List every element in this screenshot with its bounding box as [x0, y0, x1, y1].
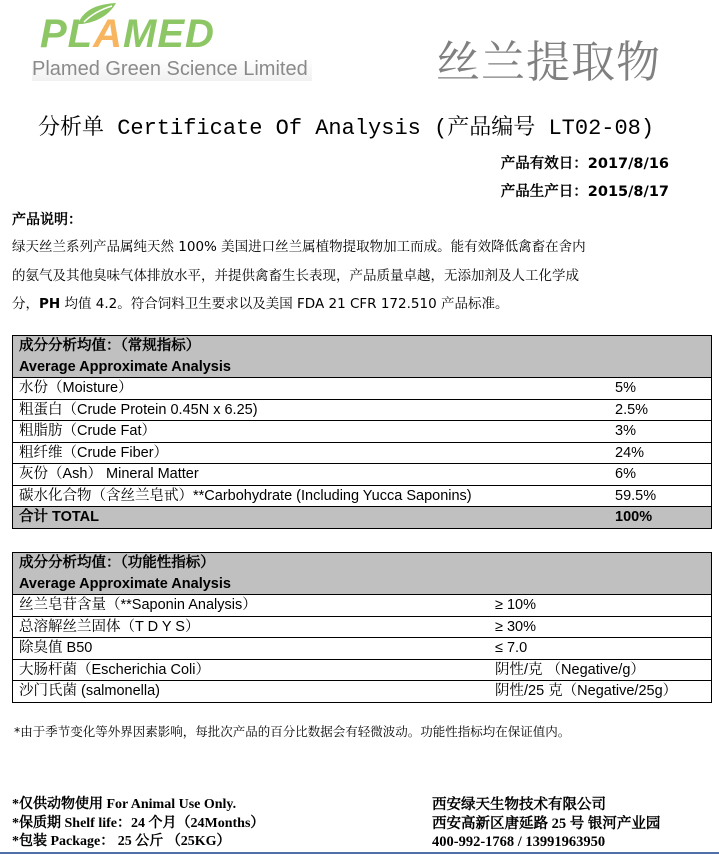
- table-title-cn: 成分分析均值：（常规指标）: [13, 336, 712, 357]
- animal-use-line: *仅供动物使用 For Animal Use Only.: [12, 797, 237, 812]
- table-row: 粗蛋白（Crude Protein 0.45N x 6.25) 2.5%: [13, 399, 712, 421]
- table-title-en: Average Approximate Analysis: [13, 574, 712, 595]
- company-phone: 400-992-1768 / 13991963950: [432, 834, 606, 850]
- table-row: 大肠杆菌（Escherichia Coli） 阴性/克 （Negative/g）: [13, 659, 712, 681]
- table-row: 沙门氏菌 (salmonella) 阴性/25 克（Negative/25g）: [13, 681, 712, 703]
- table-row: 碳水化合物（含丝兰皂甙）**Carbohydrate (Including Yucca Saponins) 59.5%: [13, 485, 712, 507]
- table-title-cn: 成分分析均值：（功能性指标）: [13, 553, 712, 574]
- table-row: 灰份（Ash） Mineral Matter 6%: [13, 464, 712, 486]
- product-description: [12, 233, 712, 319]
- company-name-cn: 西安绿天生物技术有限公司: [432, 797, 606, 813]
- usage-info: [12, 796, 264, 852]
- description-line: 绿天丝兰系列产品属纯天然 100% 美国进口丝兰属植物提取物加工而成。能有效降低禽畜在舍内: [12, 239, 586, 255]
- company-address: 西安高新区唐延路 25 号 银河产业园: [432, 815, 661, 832]
- description-heading: 产品说明：: [12, 212, 82, 228]
- logo-wordmark: PLAMED: [40, 12, 215, 56]
- footnote: *由于季节变化等外界因素影响，每批次产品的百分比数据会有轻微波动。功能性指标均在保证值内。: [14, 724, 571, 739]
- table-row: 除臭值 B50 ≤ 7.0: [13, 638, 712, 660]
- table-row: 粗纤维（Crude Fiber） 24%: [13, 442, 712, 464]
- table-row: 丝兰皂苷含量（**Saponin Analysis） ≥ 10%: [13, 595, 712, 617]
- table-row: 粗脂肪（Crude Fat） 3%: [13, 421, 712, 443]
- document-title: 分析单 Certificate Of Analysis (产品编号 LT02-08): [38, 116, 655, 141]
- description-line: 分，PH 均值 4.2。符合饲料卫生要求以及美国 FDA 21 CFR 172.510 产品标准。: [12, 296, 509, 312]
- product-title: 丝兰提取物: [436, 37, 661, 88]
- table-row: 水份（Moisture） 5%: [13, 378, 712, 400]
- expiry-date: 产品有效日：2017/8/16: [500, 156, 669, 172]
- regular-analysis-table: [12, 335, 712, 529]
- company-contact: [432, 796, 660, 852]
- package-line: *包装 Package： 25 公斤 （25KG）: [12, 834, 231, 849]
- table-title-en: Average Approximate Analysis: [13, 357, 712, 378]
- description-line: 的氨气及其他臭味气体排放水平，并提供禽畜生长表现，产品质量卓越，无添加剂及人工化学成: [12, 267, 579, 284]
- shelf-life-line: *保质期 Shelf life：24 个月（24Months）: [12, 815, 265, 831]
- date-block: [501, 150, 669, 206]
- company-logo: [30, 0, 360, 86]
- total-row: 合计 TOTAL 100%: [13, 507, 712, 529]
- company-name-en: Plamed Green Science Limited: [32, 58, 312, 81]
- table-row: 总溶解丝兰固体（T D Y S） ≥ 30%: [13, 616, 712, 638]
- functional-analysis-table: [12, 552, 712, 703]
- production-date: 产品生产日：2015/8/17: [500, 184, 669, 200]
